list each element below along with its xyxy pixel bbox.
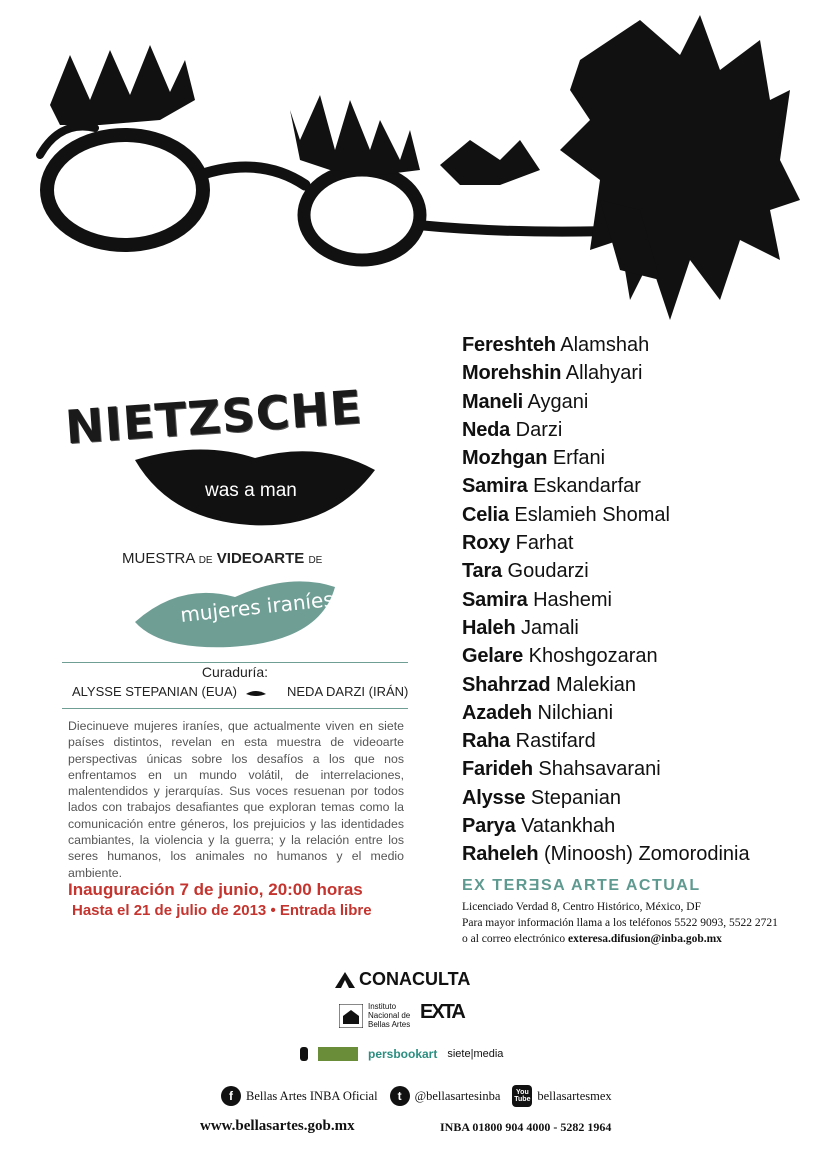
facebook-link[interactable]	[221, 1086, 378, 1106]
artist-first-name: Farideh	[462, 758, 533, 781]
inauguration-date: Inauguración 7 de junio, 20:00 horas	[68, 880, 363, 899]
inba-text: Instituto Nacional de Bellas Artes	[368, 1002, 411, 1029]
artist-last-name: Allahyari	[565, 362, 643, 385]
artist-item	[462, 501, 750, 529]
twitter-link[interactable]	[390, 1086, 501, 1106]
description-text: Diecinueve mujeres iraníes, que actualmente viven en siete países distintos, revelan en esta muestra de videoarte perspectivas únicas sobre los desafíos a los que nos enfrentamos en un mundo volátil, de interrelaciones, malentendidos y jerarquías. Sus voces resuenan por todos lados con trabajos desafiantes que exploran temas como la comunicación entre géneros, los prejuicios y las identidades cambiantes, la violencia y la guerra; y la relación entre los seres humanos, los animales no humanos y el medio ambiente.	[68, 719, 404, 880]
artist-item	[462, 529, 750, 557]
exta-text: EXTA	[420, 1001, 464, 1023]
sponsor-icon	[300, 1047, 308, 1061]
artist-item	[462, 699, 750, 727]
artist-last-name: Aygani	[527, 390, 589, 413]
artist-item	[462, 784, 750, 812]
artist-first-name: Fereshteh	[462, 334, 556, 356]
closing-date-text: Hasta el 21 de julio de 2013	[72, 902, 267, 919]
sietemedia-logo: siete|media	[447, 1048, 504, 1060]
free-entry-text: Entrada libre	[279, 902, 372, 919]
artist-first-name: Shahrzad	[462, 673, 551, 696]
artist-last-name: Malekian	[555, 673, 637, 696]
facebook-label: Bellas Artes INBA Oficial	[246, 1088, 378, 1103]
artist-item	[462, 586, 750, 614]
curator-separator-icon	[246, 690, 266, 698]
artist-last-name: Hashemi	[533, 588, 612, 611]
persbookart-logo: persbookart	[368, 1047, 438, 1061]
venue-email[interactable]: exteresa.difusion@inba.gob.mx	[568, 933, 722, 945]
divider-top	[62, 662, 408, 663]
conaculta-logo	[335, 969, 470, 990]
venue-address: Licenciado Verdad 8, Centro Histórico, México, DF	[462, 901, 701, 913]
artist-last-name: Erfani	[552, 447, 606, 470]
muestra-line	[122, 550, 322, 567]
artist-last-name: Stepanian	[530, 786, 621, 809]
artist-item	[462, 614, 750, 642]
curaduria-label: Curaduría:	[201, 664, 269, 680]
artist-item	[462, 727, 750, 755]
muestra-de-2: DE	[308, 555, 323, 566]
artist-first-name: Parya	[462, 815, 516, 838]
youtube-label: bellasartesmex	[537, 1088, 612, 1103]
artist-first-name: Tara	[462, 560, 502, 583]
artist-item	[462, 416, 750, 444]
curator-left: ALYSSE STEPANIAN (EUA)	[72, 684, 237, 699]
artist-item	[462, 812, 750, 840]
artist-last-name: (Minoosh) Zomorodinia	[543, 843, 750, 866]
artist-last-name: Farhat	[515, 532, 574, 555]
exta-logo	[420, 1001, 470, 1031]
artist-first-name: Mozhgan	[462, 447, 548, 470]
artist-first-name: Haleh	[462, 616, 516, 639]
mujeres-iranies-label: mujeres iraníes	[179, 587, 335, 627]
website-link[interactable]: www.bellasartes.gob.mx	[200, 1118, 355, 1134]
artist-first-name: Gelare	[462, 645, 524, 668]
divider-bottom	[62, 708, 408, 709]
artist-first-name: Samira	[462, 475, 528, 498]
artist-first-name: Celia	[462, 503, 509, 526]
glasses-artwork	[0, 0, 813, 330]
facebook-icon: f	[221, 1086, 241, 1106]
youtube-icon: You Tube	[512, 1085, 532, 1107]
artist-first-name: Raheleh	[462, 843, 539, 866]
artist-item	[462, 557, 750, 585]
exhibition-title	[55, 380, 385, 530]
artist-item	[462, 840, 750, 868]
artist-first-name: Roxy	[462, 532, 511, 555]
muestra-word: MUESTRA	[122, 550, 195, 567]
artist-last-name: Vatankhah	[521, 815, 616, 838]
artist-item	[462, 642, 750, 670]
muestra-de: DE	[198, 555, 213, 566]
videoarte-word: VIDEOARTE	[216, 550, 305, 567]
youtube-link[interactable]	[512, 1085, 611, 1107]
inba-logo	[339, 1002, 410, 1029]
inba-phone: INBA 01800 904 4000 - 5282 1964	[440, 1120, 612, 1134]
artist-last-name: Jamali	[521, 616, 579, 639]
artist-first-name: Neda	[462, 418, 511, 441]
artist-first-name: Raha	[462, 730, 511, 753]
conaculta-text: CONACULTA	[359, 969, 471, 989]
artist-last-name: Alamshah	[560, 334, 650, 356]
artist-first-name: Azadeh	[462, 701, 532, 724]
artist-item	[462, 755, 750, 783]
artist-last-name: Eslamieh Shomal	[514, 503, 670, 526]
closing-date	[72, 902, 372, 919]
venue-info	[462, 899, 778, 947]
twitter-label: @bellasartesinba	[414, 1088, 501, 1103]
artist-last-name: Shahsavarani	[538, 758, 661, 781]
artist-first-name: Morehshin	[462, 362, 562, 385]
artist-item	[462, 331, 750, 359]
artist-last-name: Eskandarfar	[533, 475, 641, 498]
twitter-icon: t	[390, 1086, 410, 1106]
venue-email-line	[462, 931, 778, 947]
artist-last-name: Darzi	[515, 418, 563, 441]
artist-last-name: Rastifard	[515, 730, 596, 753]
artist-item	[462, 388, 750, 416]
artist-item	[462, 472, 750, 500]
venue-phones: Para mayor información llama a los teléfonos 5522 9093, 5522 2721	[462, 917, 778, 929]
social-links	[221, 1085, 624, 1107]
email-prefix: o al correo electrónico	[462, 933, 568, 945]
sponsor-green-logo	[318, 1047, 358, 1061]
bullet-separator: •	[270, 902, 276, 919]
conaculta-icon	[335, 972, 355, 988]
palace-icon	[339, 1004, 363, 1028]
artist-item	[462, 444, 750, 472]
artist-first-name: Alysse	[462, 786, 526, 809]
artist-last-name: Nilchiani	[537, 701, 614, 724]
venue-name: EX TERƎSA ARTE ACTUAL	[462, 877, 701, 894]
title-subtitle: was a man	[205, 480, 297, 501]
artist-item	[462, 671, 750, 699]
artists-list	[462, 331, 750, 869]
artist-last-name: Khoshgozaran	[528, 645, 658, 668]
artist-item	[462, 359, 750, 387]
curator-right: NEDA DARZI (IRÁN)	[287, 684, 409, 699]
artist-last-name: Goudarzi	[507, 560, 589, 583]
artist-first-name: Samira	[462, 588, 528, 611]
nietzsche-title: NIETZSCHE	[63, 379, 365, 455]
artist-first-name: Maneli	[462, 390, 524, 413]
sponsor-logos	[300, 1047, 503, 1061]
